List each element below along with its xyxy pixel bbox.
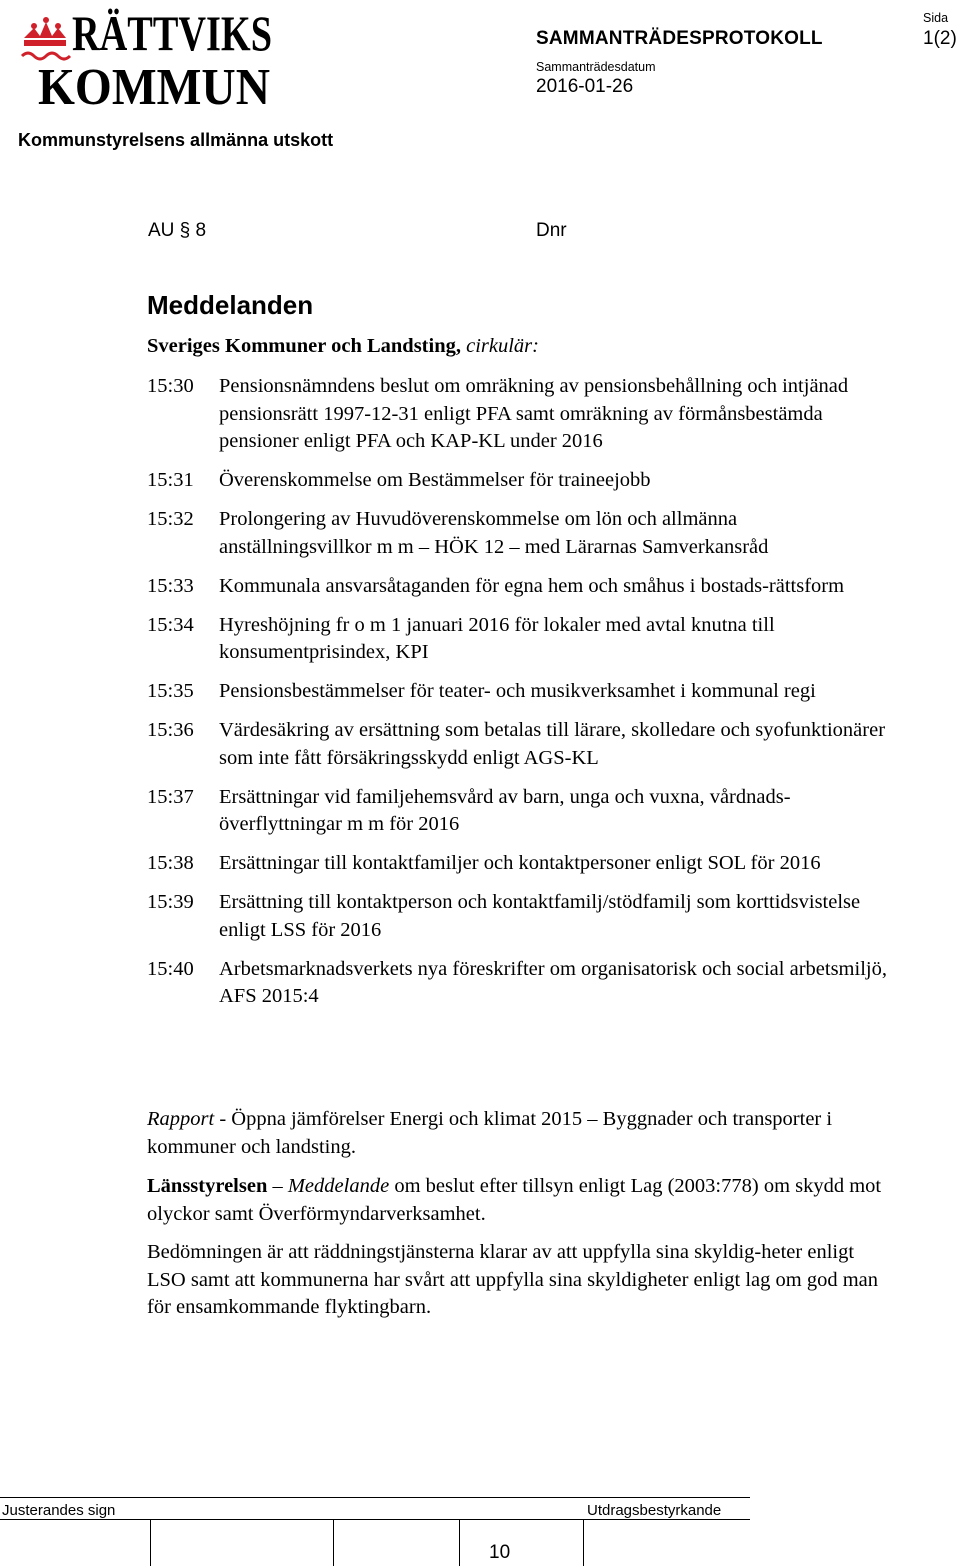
circular-number: 15:34 [147, 613, 194, 636]
report-paragraph [147, 1106, 887, 1161]
circular-number: 15:32 [147, 508, 194, 530]
county-board-text: om beslut efter tillsyn enligt Lag (2003:778) om skydd mot olyckor samt Överförmyndarverksamhet. [147, 1175, 882, 1225]
committee-name: Kommunstyrelsens allmänna utskott [18, 130, 334, 150]
source-type: cirkulär: [466, 335, 539, 357]
assessment-paragraph: Bedömningen är att räddningstjänsterna klarar av att uppfylla sina skyldig-heter enligt LSO samt att kommunerna har svårt att uppfylla sina skyldigheter enligt lag om god man för ensamkommande flyktingbarn. [147, 1241, 879, 1318]
section-heading: Meddelanden [147, 290, 314, 320]
report-label: Rapport [147, 1108, 215, 1130]
footer-rule [0, 1497, 750, 1498]
list-item [147, 573, 887, 601]
circular-number: 15:37 [147, 785, 194, 808]
circular-number: 15:31 [147, 469, 194, 491]
report-text: - Öppna jämförelser Energi och klimat 2015 – Byggnader och transporter i kommuner och landsting. [147, 1108, 833, 1158]
source-organisation: Sveriges Kommuner och Landsting, [147, 335, 461, 357]
circular-title: Ersättning till kontaktperson och kontaktfamilj/stödfamilj som korttidsvistelse enligt LSS för 2016 [219, 891, 861, 941]
logo-wordmark-bottom: KOMMUN [38, 59, 270, 116]
signature-box-divider [150, 1519, 151, 1566]
case-number: AU § 8 [148, 220, 207, 241]
county-board-paragraph [147, 1173, 887, 1228]
circular-number: 15:39 [147, 891, 194, 913]
county-board-dash: – [267, 1175, 288, 1197]
circular-number: 15:33 [147, 574, 194, 597]
circular-number: 15:36 [147, 719, 194, 741]
circular-number: 15:35 [147, 680, 194, 702]
meeting-date-value: 2016-01-26 [536, 76, 634, 97]
county-board-type: Meddelande [287, 1175, 390, 1197]
circular-title: Värdesäkring av ersättning som betalas till lärare, skolledare och syofunktionärer som inte fått försäkringsskydd enligt AGS-KL [219, 719, 886, 769]
document-title: SAMMANTRÄDESPROTOKOLL [536, 28, 823, 49]
list-item [147, 612, 887, 667]
list-item [147, 850, 887, 878]
list-item [147, 956, 887, 1011]
list-item [147, 784, 887, 839]
signature-box-divider [333, 1519, 334, 1566]
circular-number: 15:38 [147, 852, 194, 874]
page-label: Sida [923, 11, 949, 25]
circular-title: Överenskommelse om Bestämmelser för traineejobb [219, 469, 651, 491]
circular-title: Ersättningar vid familjehemsvård av barn, unga och vuxna, vårdnads-överflyttningar m m för 2016 [219, 785, 791, 835]
excerpt-certification-label: Utdragsbestyrkande [587, 1502, 722, 1519]
municipality-logo [14, 2, 276, 116]
circular-number: 15:40 [147, 957, 194, 980]
dnr-label: Dnr [536, 220, 567, 241]
list-item [147, 467, 887, 495]
list-item [147, 373, 887, 456]
circular-title: Ersättningar till kontaktfamiljer och kontaktpersoner enligt SOL för 2016 [219, 852, 821, 874]
list-item [147, 889, 887, 944]
signature-box-divider [459, 1519, 460, 1566]
circular-title: Kommunala ansvarsåtaganden för egna hem och småhus i bostads-rättsform [219, 574, 845, 597]
page-value: 1(2) [923, 28, 957, 49]
county-board-label: Länsstyrelsen [147, 1175, 268, 1197]
list-item [147, 506, 887, 561]
circular-title: Pensionsnämndens beslut om omräkning av pensionsbehållning och intjänad pensionsrätt 1997-12-31 enligt PFA samt omräkning av förmånsbestämda pensioner enligt PFA och KAP-KL under 2016 [219, 375, 849, 452]
meeting-date-label: Sammanträdesdatum [536, 60, 656, 74]
logo-wordmark-top: RÄTTVIKS [72, 5, 272, 61]
circular-title: Pensionsbestämmelser för teater- och musikverksamhet i kommunal regi [219, 680, 816, 702]
circular-title: Arbetsmarknadsverkets nya föreskrifter om organisatorisk och social arbetsmiljö, AFS 2015:4 [219, 957, 887, 1007]
circular-number: 15:30 [147, 375, 194, 397]
circular-list [147, 373, 887, 1022]
signature-box-divider [583, 1519, 584, 1566]
circular-title: Prolongering av Huvudöverenskommelse om lön och allmänna anställningsvillkor m m – HÖK 12 – med Lärarnas Samverkansråd [219, 508, 769, 558]
signature-label: Justerandes sign [2, 1502, 116, 1519]
page-number: 10 [489, 1542, 511, 1563]
circular-title: Hyreshöjning fr o m 1 januari 2016 för lokaler med avtal knutna till konsumentprisindex, KPI [219, 613, 775, 663]
list-item [147, 678, 887, 706]
source-line [147, 335, 539, 358]
list-item [147, 717, 887, 772]
signature-box-top [0, 1519, 750, 1520]
